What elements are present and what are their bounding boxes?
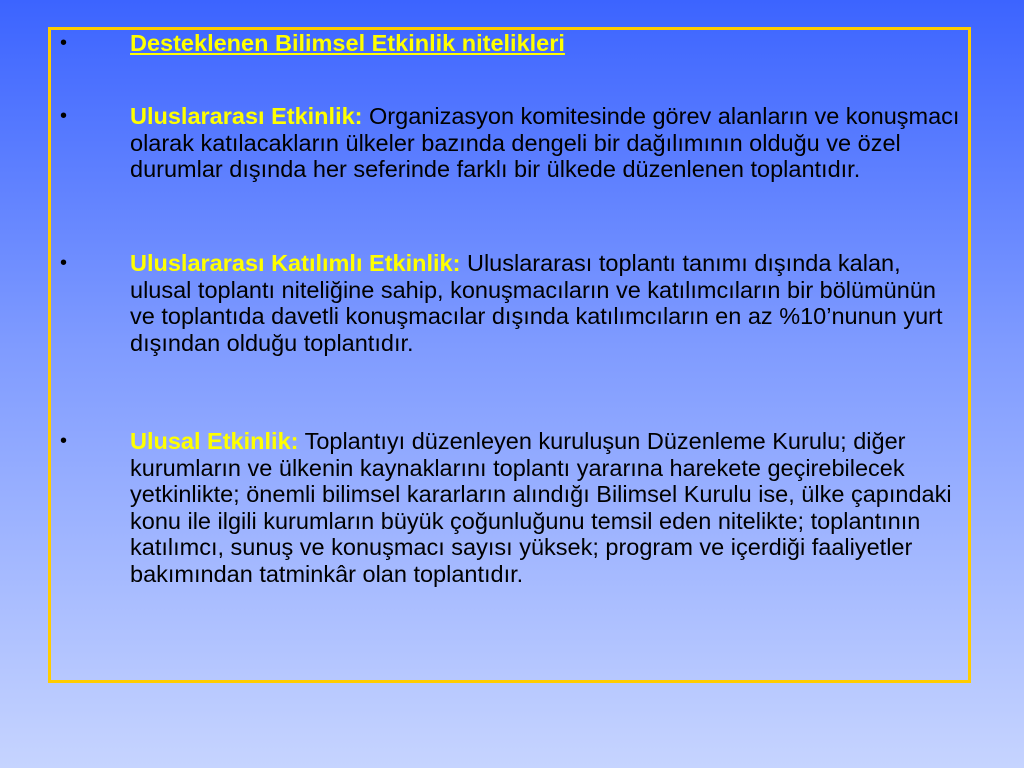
section-heading: Desteklenen Bilimsel Etkinlik nitelikleri	[130, 30, 565, 56]
bullet-content	[130, 30, 960, 57]
bullet-content	[130, 250, 960, 356]
definition-text: Uluslararası toplantı tanımı dışında kalan, ulusal toplantı niteliğine sahip, konuşmacıların ve katılımcıların bir bölümünün ve toplantıda davetli konuşmacılar dışında katılımcıların en az %10’nunun yurt dışından olduğu toplantıdır.	[130, 250, 943, 356]
bullet-marker: •	[60, 252, 68, 274]
bullet-content	[130, 103, 960, 183]
bullet-item-uluslararasi-katilimli-etkinlik	[60, 250, 960, 356]
bullet-item-ulusal-etkinlik	[60, 428, 960, 587]
bullet-marker: •	[60, 105, 68, 127]
bullet-item-uluslararasi-etkinlik	[60, 103, 960, 183]
definition-text: Toplantıyı düzenleyen kuruluşun Düzenleme Kurulu; diğer kurumların ve ülkenin kaynaklarını toplantı yararına harekete geçirebilecek yetkinlikte; önemli bilimsel kararların alındığı Bilimsel Kurulu ise, ülke çapındaki konu ile ilgili kurumların büyük çoğunluğunu temsil eden nitelikte; toplantının katılımcı, sunuş ve konuşmacı sayısı yüksek; program ve içerdiği faaliyetler bakımından tatminkâr olan toplantıdır.	[130, 428, 952, 587]
bullet-marker: •	[60, 430, 68, 452]
term-label: Ulusal Etkinlik:	[130, 428, 299, 454]
bullet-marker: •	[60, 32, 68, 54]
term-label: Uluslararası Etkinlik:	[130, 103, 363, 129]
definition-text: Organizasyon komitesinde görev alanların ve konuşmacı olarak katılacakların ülkeler bazında dengeli bir dağılımının olduğu ve özel durumlar dışında her seferinde farklı bir ülkede düzenlenen toplantıdır.	[130, 103, 960, 182]
bullet-item-heading	[60, 30, 960, 57]
bullet-content	[130, 428, 960, 587]
term-label: Uluslararası Katılımlı Etkinlik:	[130, 250, 461, 276]
